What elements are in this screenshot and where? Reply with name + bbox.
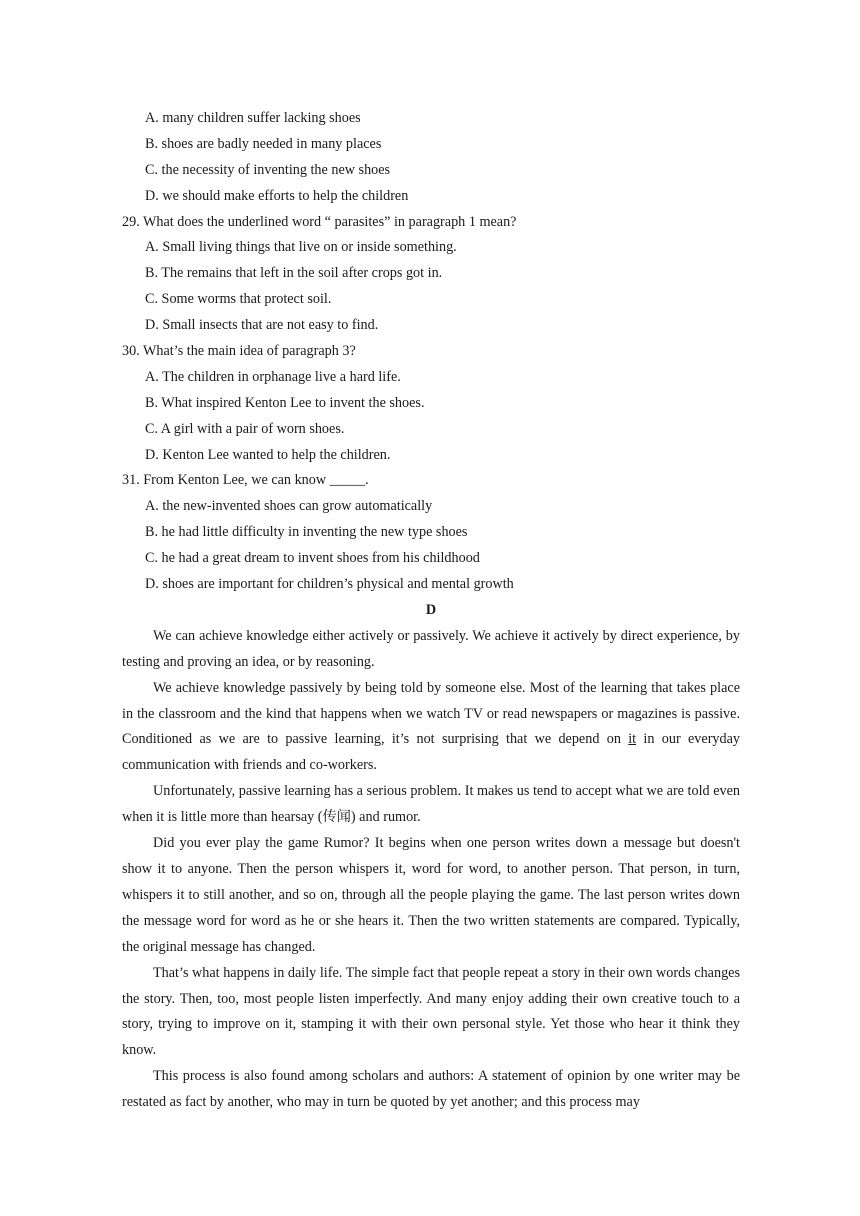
q28-option-d: D. we should make efforts to help the children	[145, 187, 409, 204]
q31-option-a: A. the new-invented shoes can grow automatically	[145, 498, 433, 515]
paragraph-4: Did you ever play the game Rumor? It begins when one person writes down a message but doesn't show it to anyone. Then the person whispers it, word for word, to another person. That person, in turn, whispers it to still another, and so on, through all the people playing the game. The last person writes down the message word for word as he or she hears it. Then the two written statements are compared. Typically, the original message has changed.	[122, 835, 740, 955]
q29-option-c: C. Some worms that protect soil.	[145, 291, 332, 308]
q29-option-a: A. Small living things that live on or inside something.	[145, 239, 457, 256]
q28-option-a: A. many children suffer lacking shoes	[145, 110, 361, 126]
paragraph-3: Unfortunately, passive learning has a serious problem. It makes us tend to accept what we are told even when it is little more than hearsay (传闻) and rumor.	[122, 783, 740, 826]
q29-option-b: B. The remains that left in the soil after crops got in.	[145, 265, 443, 282]
paragraph-2	[122, 676, 740, 780]
q29-stem: 29. What does the underlined word “ parasites” in paragraph 1 mean?	[122, 213, 517, 230]
underlined-word-it: it	[628, 731, 637, 748]
q31-option-c: C. he had a great dream to invent shoes from his childhood	[145, 550, 480, 567]
paragraph-1: We can achieve knowledge either actively or passively. We achieve it actively by direct experience, by testing and proving an idea, or by reasoning.	[122, 627, 740, 670]
document-content	[122, 106, 740, 1116]
q31-stem: 31. From Kenton Lee, we can know _____.	[122, 472, 369, 489]
paragraph-2-text-after: in our everyday communication with friends and co-workers.	[122, 731, 740, 774]
q28-option-b: B. shoes are badly needed in many places	[145, 135, 382, 152]
q29-option-d: D. Small insects that are not easy to find.	[145, 317, 379, 334]
q30-option-b: B. What inspired Kenton Lee to invent the shoes.	[145, 394, 425, 411]
q30-option-a: A. The children in orphanage live a hard life.	[145, 368, 401, 385]
section-d-title: D	[425, 601, 437, 618]
q30-option-c: C. A girl with a pair of worn shoes.	[145, 420, 345, 437]
q30-stem: 30. What’s the main idea of paragraph 3?	[122, 343, 356, 360]
paragraph-5: That’s what happens in daily life. The simple fact that people repeat a story in their own words changes the story. Then, too, most people listen imperfectly. And many enjoy adding their own creative touch to a story, trying to improve on it, stamping it with their own personal style. Yet those who hear it think they know.	[122, 964, 740, 1059]
q31-option-b: B. he had little difficulty in inventing the new type shoes	[145, 524, 468, 541]
q28-option-c: C. the necessity of inventing the new shoes	[145, 161, 391, 178]
paragraph-6: This process is also found among scholars and authors: A statement of opinion by one writer may be restated as fact by another, who may in turn be quoted by yet another; and this process may	[122, 1068, 740, 1111]
q31-option-d: D. shoes are important for children’s physical and mental growth	[145, 576, 514, 593]
q30-option-d: D. Kenton Lee wanted to help the children.	[145, 446, 391, 463]
paragraph-2-text-before: We achieve knowledge passively by being told by someone else. Most of the learning that takes place in the classroom and the kind that happens when we watch TV or read newspapers or magazines is passive. Conditioned as we are to passive learning, it’s not surprising that we depend on	[122, 679, 740, 748]
